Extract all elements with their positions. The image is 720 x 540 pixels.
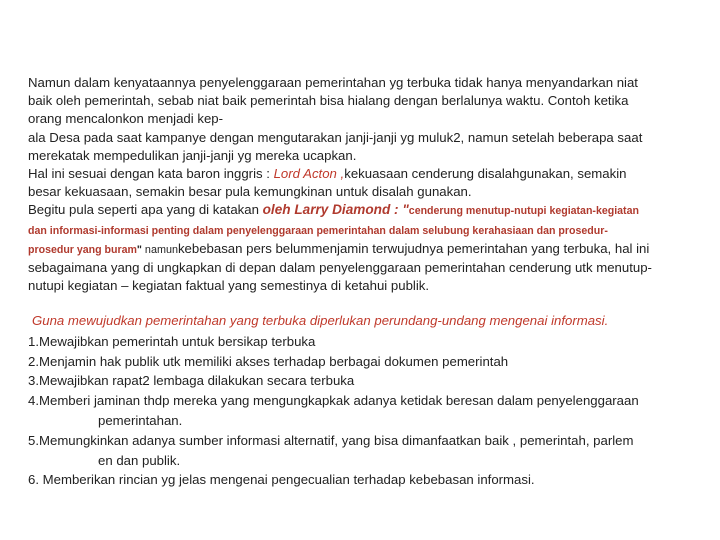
paragraph-1-line: baik oleh pemerintah, sebab niat baik pemerintah bisa hialang dengan berlalunya waktu. Contoh ketika <box>28 93 629 109</box>
slide-content <box>28 0 698 540</box>
paragraph-2 <box>28 311 698 490</box>
list-item: 5.Memungkinkan adanya sumber informasi alternatif, yang bisa dimanfaatkan baik , pemerintah, parlem <box>28 432 634 448</box>
acton-intro: Hal ini sesuai dengan kata baron inggris : <box>28 166 274 182</box>
paragraph-1-line: sebagaimana yang di ungkapkan di depan dalam penyelenggaraan pemerintahan cenderung utk menutup- <box>28 260 652 276</box>
paragraph-1-line <box>28 165 698 183</box>
paragraph-1 <box>28 74 698 295</box>
list-item: 2.Menjamin hak publik utk memiliki akses terhadap berbagai dokumen pemerintah <box>28 353 509 369</box>
list-item: 6. Memberikan rincian yg jelas mengenai pengecualian terhadap kebebasan informasi. <box>28 472 535 488</box>
diamond-quote: prosedur yang buram <box>28 243 137 256</box>
lord-acton-name: Lord Acton , <box>273 166 345 182</box>
paragraph-1-line <box>28 201 698 220</box>
list-item: 1.Mewajibkan pemerintah untuk bersikap terbuka <box>28 333 316 349</box>
larry-diamond-name: oleh Larry Diamond : " <box>262 202 409 218</box>
list-item: 3.Mewajibkan rapat2 lembaga dilakukan secara terbuka <box>28 373 355 389</box>
list-item-continuation: en dan publik. <box>98 452 181 468</box>
paragraph-1-line: ala Desa pada saat kampanye dengan mengutarakan janji-janji yg muluk2, namun setelah beberapa saat <box>28 129 643 145</box>
diamond-intro: Begitu pula seperti apa yang di katakan <box>28 202 263 218</box>
paragraph-1-line <box>28 221 698 240</box>
paragraph-1-line: merekatak mempedulikan janji-janji yg mereka ucapkan. <box>28 147 357 163</box>
paragraph-1-line <box>28 240 698 259</box>
quote-close: " <box>136 243 142 256</box>
list-item-continuation: pemerintahan. <box>98 412 183 428</box>
namun-word: namun <box>141 243 178 256</box>
diamond-quote: dan informasi-informasi penting dalam penyelenggaraan pemerintahan dalam selubung kerahasiaan dan prosedur- <box>28 224 608 237</box>
diamond-quote: cenderung menutup-nutupi kegiatan-kegiatan <box>408 205 639 218</box>
list-item: 4.Memberi jaminan thdp mereka yang mengungkapkak adanya ketidak beresan dalam penyelenggaraan <box>28 393 639 409</box>
list-heading: Guna mewujudkan pemerintahan yang terbuka diperlukan perundang-undang mengenai informasi. <box>32 313 609 328</box>
paragraph-1-line: besar kekuasaan, semakin besar pula kemungkinan untuk disalah gunakan. <box>28 184 472 200</box>
paragraph-1-line: orang mencalonkon menjadi kep- <box>28 111 223 127</box>
paragraph-1-line: Namun dalam kenyataannya penyelenggaraan pemerintahan yg terbuka tidak hanya menyandarkan niat <box>28 75 638 90</box>
paragraph-1-line: nutupi kegiatan – kegiatan faktual yang semestinya di ketahui publik. <box>28 278 430 294</box>
press-freedom-text: kebebasan pers belummenjamin terwujudnya pemerintahan yang terbuka, hal ini <box>177 240 650 256</box>
acton-quote: kekuasaan cenderung disalahgunakan, semakin <box>344 166 627 182</box>
